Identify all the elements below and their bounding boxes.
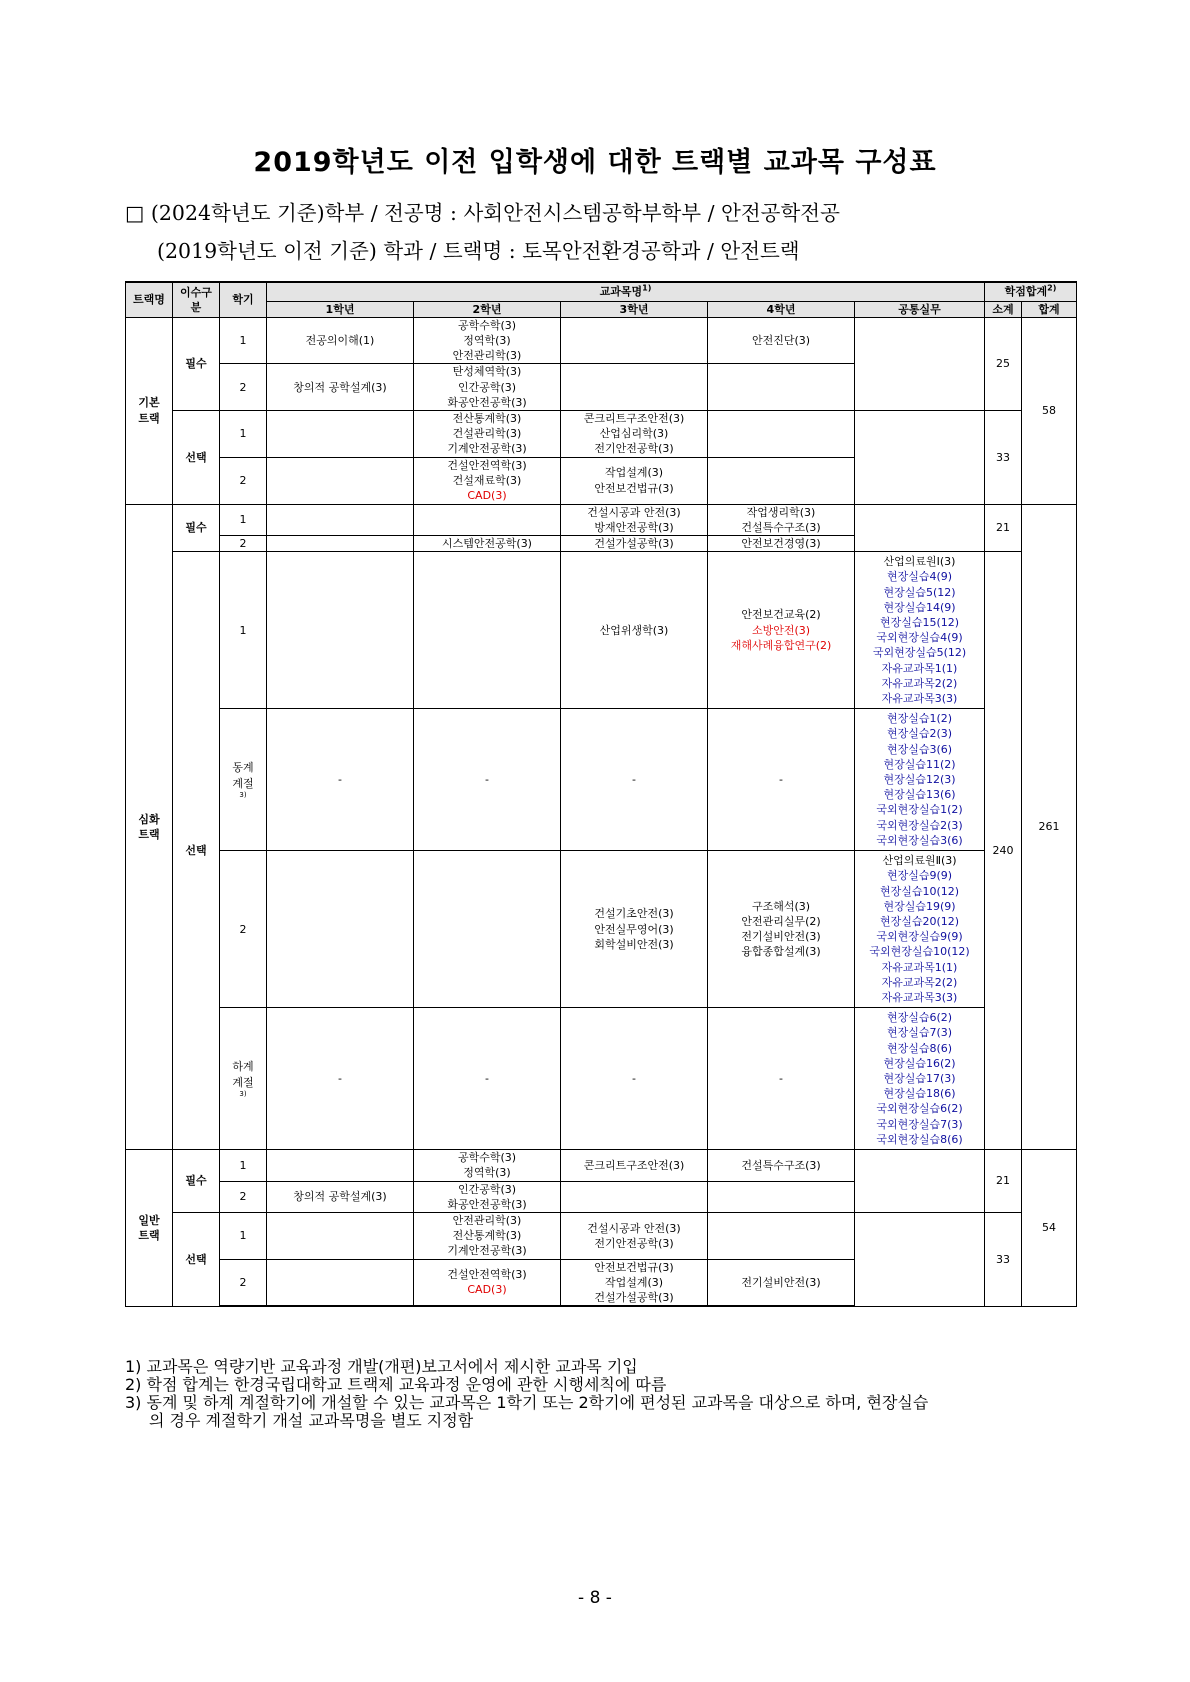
track-basic: 기본 트랙 [126, 317, 173, 504]
header-subtotal: 소계 [985, 301, 1022, 317]
course-cell: 창의적 공학설계(3) [267, 1181, 414, 1212]
course-cell [267, 504, 414, 535]
track-general: 일반 트랙 [126, 1150, 173, 1307]
semester-cell: 1 [220, 552, 267, 709]
course-cell: 전기설비안전(3) [708, 1259, 855, 1306]
semester-cell: 2 [220, 364, 267, 411]
course-cell [708, 1181, 855, 1212]
table-row [126, 504, 1077, 535]
header-subjects: 교과목명$^{1)}$ [267, 282, 985, 301]
course-cell: 안전보건법규(3) 작업설계(3) 건설가설공학(3) [561, 1259, 708, 1306]
total-cell: 261 [1022, 504, 1077, 1150]
semester-cell: 1 [220, 1212, 267, 1259]
course-cell [414, 552, 561, 709]
footnote-3: 3) 동계 및 하계 계절학기에 개설할 수 있는 교과목은 1학기 또는 2학기에 편성된 교과목을 대상으로 하며, 현장실습 [125, 1393, 929, 1412]
table-row [126, 1212, 1077, 1259]
course-cell: 공학수학(3) 정역학(3) [414, 1150, 561, 1181]
header-common: 공통실무 [855, 301, 985, 317]
header-semester: 학기 [220, 282, 267, 317]
subtotal-cell: 33 [985, 410, 1022, 504]
division-required: 필수 [173, 504, 220, 552]
table-row [126, 410, 1077, 457]
course-cell: - [561, 709, 708, 851]
division-required: 필수 [173, 317, 220, 410]
course-cell: 산업위생학(3) [561, 552, 708, 709]
subheader-track: (2019학년도 이전 기준) 학과 / 트랙명 : 토목안전환경공학과 / 안전트랙 [157, 239, 800, 263]
course-cell [561, 1181, 708, 1212]
course-cell: 건설가설공학(3) [561, 535, 708, 551]
course-cell: - [414, 1008, 561, 1150]
course-cell: - [708, 709, 855, 851]
course-cell: 건설기초안전(3) 안전실무영어(3) 회학설비안전(3) [561, 851, 708, 1008]
course-cell: 인간공학(3) 화공안전공학(3) [414, 1181, 561, 1212]
division-elective: 선택 [173, 410, 220, 504]
course-cell [561, 317, 708, 364]
course-cell: 안전진단(3) [708, 317, 855, 364]
semester-cell: 1 [220, 317, 267, 364]
table-row [126, 709, 1077, 851]
semester-cell: 2 [220, 1181, 267, 1212]
course-cell: 안전보건경영(3) [708, 535, 855, 551]
course-cell: 건설특수구조(3) [708, 1150, 855, 1181]
header-year3: 3학년 [561, 301, 708, 317]
course-cell: 전공의이해(1) [267, 317, 414, 364]
course-cell: 안전관리학(3) 전산통계학(3) 기계안전공학(3) [414, 1212, 561, 1259]
course-cell [708, 1212, 855, 1259]
semester-cell: 1 [220, 1150, 267, 1181]
common-cell: 산업의료원Ⅱ(3) 현장실습9(9) 현장실습10(12) 현장실습19(9) 현장실습20(12) 국외현장실습9(9) 국외현장실습10(12) 자유교과목1(1) 자유교과목2(2) 자유교과목3(3) [855, 851, 985, 1008]
subheader-major: □ (2024학년도 기준)학부 / 전공명 : 사회안전시스템공학부학부 / 안전공학전공 [125, 201, 840, 225]
course-cell [414, 504, 561, 535]
page-title: 2019학년도 이전 입학생에 대한 트랙별 교과목 구성표 [253, 147, 937, 178]
course-cell [267, 1259, 414, 1306]
course-cell: 작업설계(3) 안전보건법규(3) [561, 457, 708, 504]
course-cell: 안전보건교육(2) 소방안전(3) 재해사례융합연구(2) [708, 552, 855, 709]
header-division: 이수구 분 [173, 282, 220, 317]
semester-cell: 2 [220, 457, 267, 504]
course-cell: 구조해석(3) 안전관리실무(2) 전기설비안전(3) 융합종합설계(3) [708, 851, 855, 1008]
subtotal-cell: 25 [985, 317, 1022, 410]
semester-cell: 1 [220, 410, 267, 457]
common-cell [855, 410, 985, 504]
course-cell [267, 851, 414, 1008]
subtotal-cell: 21 [985, 504, 1022, 552]
header-year1: 1학년 [267, 301, 414, 317]
table-row [126, 317, 1077, 364]
common-cell: 현장실습6(2) 현장실습7(3) 현장실습8(6) 현장실습16(2) 현장실습17(3) 현장실습18(6) 국외현장실습6(2) 국외현장실습7(3) 국외현장실습8(6) [855, 1008, 985, 1150]
header-year2: 2학년 [414, 301, 561, 317]
semester-cell: 2 [220, 851, 267, 1008]
table-row [126, 851, 1077, 1008]
course-cell: - [708, 1008, 855, 1150]
common-cell [855, 1212, 985, 1306]
course-cell [267, 1212, 414, 1259]
course-cell [708, 410, 855, 457]
total-cell: 54 [1022, 1150, 1077, 1307]
division-elective: 선택 [173, 1212, 220, 1306]
table-row [126, 552, 1077, 709]
header-year4: 4학년 [708, 301, 855, 317]
common-cell: 현장실습1(2) 현장실습2(3) 현장실습3(6) 현장실습11(2) 현장실습12(3) 현장실습13(6) 국외현장실습1(2) 국외현장실습2(3) 국외현장실습3(6) [855, 709, 985, 851]
course-cell: 탄성체역학(3) 인간공학(3) 화공안전공학(3) [414, 364, 561, 411]
course-cell: 건설시공과 안전(3) 방재안전공학(3) [561, 504, 708, 535]
course-cell: - [267, 1008, 414, 1150]
course-cell [267, 1150, 414, 1181]
course-cell [267, 410, 414, 457]
track-advanced: 심화 트랙 [126, 504, 173, 1150]
course-cell: - [414, 709, 561, 851]
footnote-3-continued: 의 경우 계절학기 개설 교과목명을 별도 지정함 [149, 1411, 474, 1430]
semester-cell: 1 [220, 504, 267, 535]
footnote-2: 2) 학점 합계는 한경국립대학교 트랙제 교육과정 운영에 관한 시행세칙에 따름 [125, 1375, 667, 1394]
division-elective: 선택 [173, 552, 220, 1150]
course-cell: 작업생리학(3) 건설특수구조(3) [708, 504, 855, 535]
course-cell [561, 364, 708, 411]
common-cell: 산업의료원Ⅰ(3) 현장실습4(9) 현장실습5(12) 현장실습14(9) 현장실습15(12) 국외현장실습4(9) 국외현장실습5(12) 자유교과목1(1) 자유교과목2(2) 자유교과목3(3) [855, 552, 985, 709]
common-cell [855, 317, 985, 410]
course-cell: - [267, 709, 414, 851]
semester-cell: 2 [220, 1259, 267, 1306]
course-cell: 공학수학(3) 정역학(3) 안전관리학(3) [414, 317, 561, 364]
header-credits: 학점합계$^{2)}$ [985, 282, 1077, 301]
course-cell: 전산통계학(3) 건설관리학(3) 기계안전공학(3) [414, 410, 561, 457]
course-cell: 콘크리트구조안전(3) [561, 1150, 708, 1181]
course-cell: 콘크리트구조안전(3) 산업심리학(3) 전기안전공학(3) [561, 410, 708, 457]
total-cell: 58 [1022, 317, 1077, 504]
semester-cell: 2 [220, 535, 267, 551]
page-number: - 8 - [578, 1588, 612, 1608]
footnotes [125, 1358, 1085, 1430]
footnote-1: 1) 교과목은 역량기반 교육과정 개발(개편)보고서에서 제시한 교과목 기입 [125, 1357, 638, 1376]
course-cell: - [561, 1008, 708, 1150]
semester-cell: 하계 계절 3) [220, 1008, 267, 1150]
course-cell [267, 535, 414, 551]
subtotal-cell: 21 [985, 1150, 1022, 1213]
header-track: 트랙명 [126, 282, 173, 317]
course-cell: 시스템안전공학(3) [414, 535, 561, 551]
table-row [126, 1150, 1077, 1181]
table-row [126, 1008, 1077, 1150]
subtotal-cell: 33 [985, 1212, 1022, 1306]
course-cell [267, 457, 414, 504]
semester-cell: 동계 계절 3) [220, 709, 267, 851]
course-cell: 건설안전역학(3) 건설재료학(3) CAD(3) [414, 457, 561, 504]
common-cell [855, 1150, 985, 1213]
course-cell: 건설안전역학(3) CAD(3) [414, 1259, 561, 1306]
subtotal-cell: 240 [985, 552, 1022, 1150]
curriculum-table [125, 281, 1077, 1307]
common-cell [855, 504, 985, 552]
course-cell [708, 364, 855, 411]
course-cell: 창의적 공학설계(3) [267, 364, 414, 411]
division-required: 필수 [173, 1150, 220, 1213]
course-cell [414, 851, 561, 1008]
course-cell [708, 457, 855, 504]
course-cell [267, 552, 414, 709]
header-total: 합계 [1022, 301, 1077, 317]
course-cell: 건설시공과 안전(3) 전기안전공학(3) [561, 1212, 708, 1259]
